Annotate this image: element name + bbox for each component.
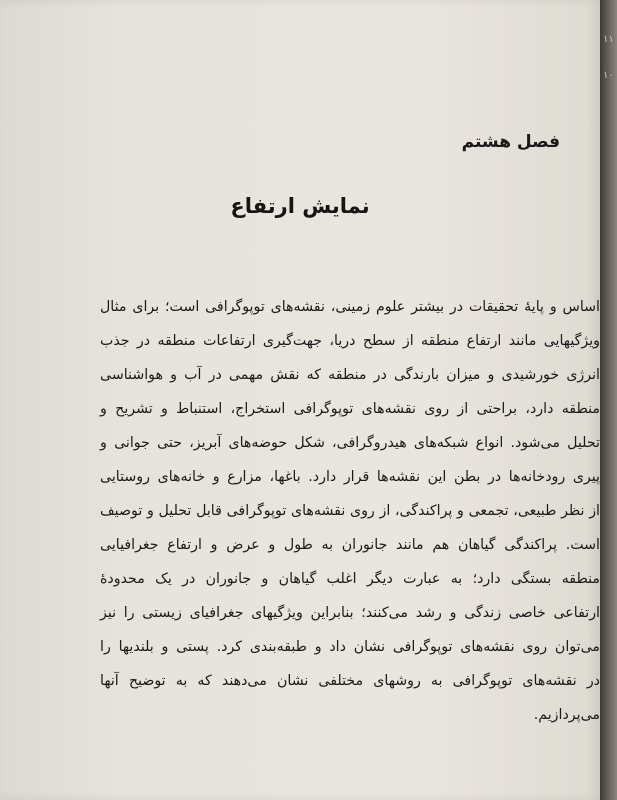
paragraph-line: اساس و پایهٔ تحقیقات در بیشتر علوم زمینی، نقشه‌های توپوگرافی است؛ برای مثال xyxy=(100,299,600,315)
paragraph-line: منطقه بستگی دارد؛ به عبارت دیگر اغلب گیاهان و جانوران در یک محدودهٔ xyxy=(100,571,600,587)
paragraph-line: پیری رودخانه‌ها در بطن این نقشه‌ها قرار دارد. باغها، مزارع و خانه‌های روستایی xyxy=(100,469,600,485)
paragraph-line: انرژی خورشیدی و میزان بارندگی در منطقه که نقش مهمی در آب و هواشناسی xyxy=(100,367,600,383)
paragraph-line: ویژگیهایی مانند ارتفاع منطقه از سطح دریا، جهت‌گیری ارتفاعات منطقه در جذب xyxy=(100,333,600,349)
paragraph-line: از نظر طبیعی، تجمعی و پراکندگی، از روی نقشه‌های توپوگرافی قابل تحلیل و توصیف xyxy=(100,503,600,519)
paragraph-line: در نقشه‌های توپوگرافی به روشهای مختلفی نشان می‌دهند که به توضیح آنها xyxy=(100,673,600,689)
chapter-title: نمایش ارتفاع xyxy=(230,194,370,218)
edge-mark: ۱۱ xyxy=(603,34,614,45)
chapter-label: فصل هشتم xyxy=(461,132,560,152)
paragraph-line: تحلیل می‌شود. انواع شبکه‌های هیدروگرافی، شکل حوضه‌های آبریز، حتی جوانی و xyxy=(100,435,600,451)
paragraph-line-last: می‌پردازیم. xyxy=(533,707,600,723)
edge-mark: ۱۰ xyxy=(603,70,614,81)
paragraph-line: است. پراکندگی گیاهان هم مانند جانوران به طول و عرض و ارتفاع جغرافیایی xyxy=(100,537,600,553)
page-edge xyxy=(600,0,617,800)
paragraph-line: می‌توان روی نقشه‌های توپوگرافی نشان داد و طبقه‌بندی کرد. پستی و بلندیها را xyxy=(100,639,600,655)
paragraph-line: ارتفاعی خاصی زندگی و رشد می‌کنند؛ بنابراین ویژگیهای جغرافیای زیستی را نیز xyxy=(100,605,600,621)
paragraph-line: منطقه دارد، براحتی از روی نقشه‌های توپوگرافی استخراج، استنباط و تشریح و xyxy=(100,401,600,417)
